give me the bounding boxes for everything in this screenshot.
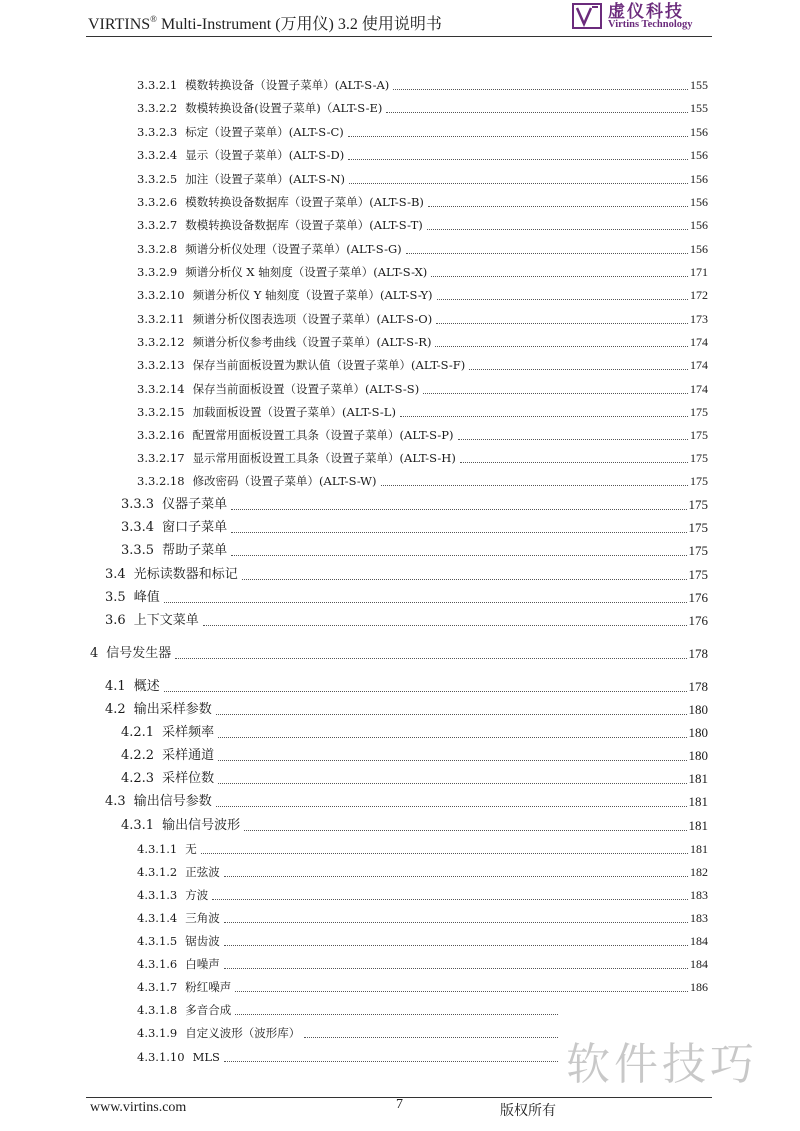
toc-entry-page: 155 <box>690 101 708 115</box>
toc-entry-page: 180 <box>688 702 708 717</box>
toc-entry-number: 3.3.2.7 <box>137 218 178 232</box>
toc-entry[interactable] <box>137 838 708 860</box>
toc-entry-label: 采样位数 <box>162 771 215 786</box>
toc-entry-label: 锯齿波 <box>185 934 220 948</box>
toc-dot-leader <box>242 579 687 580</box>
toc-dot-leader <box>386 112 688 113</box>
toc-entry-number: 3.3.2.3 <box>137 125 178 139</box>
toc-dot-leader <box>423 393 688 394</box>
page-number: 7 <box>396 1097 403 1112</box>
toc-entry-label: 帮助子菜单 <box>162 543 228 558</box>
toc-entry-label: 频谱分析仪参考曲线（设置子菜单）(ALT-S-R) <box>192 335 432 349</box>
toc-entry-label: 数模转换设备数据库（设置子菜单）(ALT-S-T) <box>185 218 423 232</box>
toc-dot-leader <box>431 276 688 277</box>
toc-entry-label: 模数转换设备（设置子菜单）(ALT-S-A) <box>185 78 390 92</box>
toc-entry-label: 窗口子菜单 <box>162 520 228 535</box>
toc-entry-page: 172 <box>690 288 708 302</box>
toc-entry-label: 峰值 <box>133 590 160 605</box>
toc-entry-page: 180 <box>688 748 708 763</box>
toc-entry-number: 4.3 <box>105 794 126 809</box>
toc-entry-label: 正弦波 <box>185 865 220 879</box>
title-rest: Multi-Instrument (万用仪) 3.2 使用说明书 <box>157 16 442 33</box>
toc-entry-label: 显示（设置子菜单）(ALT-S-D) <box>185 148 345 162</box>
toc-entry-page: 181 <box>690 842 708 856</box>
toc-entry-label: 采样频率 <box>162 725 215 740</box>
registered-mark: ® <box>150 14 157 24</box>
toc-dot-leader <box>349 183 688 184</box>
toc-dot-leader <box>348 159 688 160</box>
toc-entry[interactable] <box>121 494 708 516</box>
toc-entry-label: 光标读数器和标记 <box>133 567 238 582</box>
toc-entry-label: 加载面板设置（设置子菜单）(ALT-S-L) <box>192 405 396 419</box>
toc-entry-number: 3.3.2.2 <box>137 101 178 115</box>
toc-entry-number: 3.3.2.6 <box>137 195 178 209</box>
toc-entry[interactable] <box>137 238 708 260</box>
toc-entry-number: 3.3.2.10 <box>137 288 185 302</box>
toc-entry-label: 粉红噪声 <box>185 980 232 994</box>
toc-dot-leader <box>235 1014 558 1015</box>
toc-entry-number: 3.3.2.1 <box>137 78 178 92</box>
toc-entry-page: 175 <box>690 474 708 488</box>
toc-dot-leader <box>437 299 688 300</box>
toc-entry-label: 加注（设置子菜单）(ALT-S-N) <box>185 172 346 186</box>
toc-entry[interactable] <box>137 378 708 400</box>
toc-entry-number: 4.3.1.4 <box>137 911 178 925</box>
toc-entry-label: 显示常用面板设置工具条（设置子菜单）(ALT-S-H) <box>192 451 456 465</box>
toc-entry[interactable] <box>137 214 708 236</box>
toc-entry[interactable] <box>121 745 708 767</box>
toc-entry-number: 4.2.2 <box>121 748 155 763</box>
toc-entry-number: 4.2.3 <box>121 771 155 786</box>
toc-entry-page: 184 <box>690 957 708 971</box>
toc-dot-leader <box>458 439 688 440</box>
toc-entry-page: 184 <box>690 934 708 948</box>
toc-entry[interactable] <box>121 540 708 562</box>
toc-entry-page: 175 <box>690 405 708 419</box>
toc-entry-page: 175 <box>688 497 708 512</box>
toc-entry-number: 4.3.1.9 <box>137 1026 178 1040</box>
toc-entry[interactable] <box>105 587 708 609</box>
toc-entry-label: 保存当前面板设置为默认值（设置子菜单）(ALT-S-F) <box>192 358 466 372</box>
toc-entry[interactable] <box>137 999 560 1021</box>
toc-dot-leader <box>164 691 687 692</box>
toc-entry[interactable] <box>105 676 708 698</box>
toc-entry-label: 采样通道 <box>162 748 215 763</box>
toc-dot-leader <box>244 830 686 831</box>
toc-entry-number: 3.3.2.14 <box>137 382 185 396</box>
toc-entry-number: 4.3.1.2 <box>137 865 178 879</box>
toc-dot-leader <box>212 899 688 900</box>
toc-entry[interactable] <box>137 976 708 998</box>
toc-entry[interactable] <box>121 517 708 539</box>
toc-entry-page: 173 <box>690 312 708 326</box>
toc-entry[interactable] <box>137 953 708 975</box>
toc-entry-number: 3.5 <box>105 590 126 605</box>
toc-entry[interactable] <box>121 768 708 790</box>
toc-entry-label: 输出信号参数 <box>133 794 212 809</box>
toc-entry-page: 175 <box>688 520 708 535</box>
toc-entry[interactable] <box>137 354 708 376</box>
toc-entry[interactable] <box>137 1046 560 1068</box>
toc-entry-label: 频谱分析仪处理（设置子菜单）(ALT-S-G) <box>185 242 402 256</box>
toc-entry-page: 156 <box>690 195 708 209</box>
toc-entry[interactable] <box>137 121 708 143</box>
toc-entry-number: 3.3.2.11 <box>137 312 185 326</box>
toc-dot-leader <box>224 968 688 969</box>
toc-entry-number: 4.3.1.1 <box>137 842 178 856</box>
toc-entry-label: 频谱分析仪 X 轴刻度（设置子菜单）(ALT-S-X) <box>185 265 428 279</box>
toc-entry[interactable] <box>105 699 708 721</box>
toc-entry-number: 3.3.3 <box>121 497 155 512</box>
toc-entry[interactable] <box>137 930 708 952</box>
toc-dot-leader <box>216 806 687 807</box>
toc-entry-label: 模数转换设备数据库（设置子菜单）(ALT-S-B) <box>185 195 424 209</box>
toc-entry-label: 上下文菜单 <box>133 613 199 628</box>
toc-entry[interactable] <box>137 907 708 929</box>
toc-dot-leader <box>203 625 687 626</box>
toc-entry-number: 4.3.1.8 <box>137 1003 178 1017</box>
toc-entry[interactable] <box>137 401 708 423</box>
toc-dot-leader <box>400 416 688 417</box>
title-brand: VIRTINS <box>88 16 151 33</box>
watermark-text: 软件技巧 <box>566 1039 758 1090</box>
toc-entry-number: 4.3.1.7 <box>137 980 178 994</box>
logo-chinese-text: 虚仪科技 <box>608 2 684 22</box>
toc-entry-number: 3.3.2.4 <box>137 148 178 162</box>
toc-entry-number: 4.3.1.10 <box>137 1050 185 1064</box>
toc-entry-page: 180 <box>688 725 708 740</box>
toc-entry-label: 无 <box>185 842 197 856</box>
toc-entry[interactable] <box>137 284 708 306</box>
toc-entry-page: 175 <box>690 451 708 465</box>
toc-entry[interactable] <box>137 74 708 96</box>
toc-entry-number: 4 <box>90 646 99 661</box>
toc-entry-label: 白噪声 <box>185 957 220 971</box>
toc-entry-page: 156 <box>690 125 708 139</box>
toc-dot-leader <box>393 89 688 90</box>
toc-entry-label: 保存当前面板设置（设置子菜单）(ALT-S-S) <box>192 382 420 396</box>
toc-entry-number: 3.3.2.15 <box>137 405 185 419</box>
toc-entry-number: 3.3.5 <box>121 543 155 558</box>
toc-entry[interactable] <box>137 331 708 353</box>
toc-dot-leader <box>224 1061 558 1062</box>
toc-entry-page: 156 <box>690 172 708 186</box>
toc-entry-page: 186 <box>690 980 708 994</box>
toc-entry-page: 176 <box>688 613 708 628</box>
toc-dot-leader <box>218 737 686 738</box>
toc-entry-number: 4.2.1 <box>121 725 155 740</box>
toc-entry[interactable] <box>137 144 708 166</box>
toc-entry[interactable] <box>137 1022 560 1044</box>
toc-entry-number: 4.3.1.5 <box>137 934 178 948</box>
toc-entry-label: 修改密码（设置子菜单）(ALT-S-W) <box>192 474 377 488</box>
toc-entry-number: 3.3.4 <box>121 520 155 535</box>
toc-entry[interactable] <box>105 791 708 813</box>
toc-dot-leader <box>218 783 686 784</box>
toc-entry-number: 3.3.2.12 <box>137 335 185 349</box>
toc-dot-leader <box>436 323 688 324</box>
toc-dot-leader <box>428 206 688 207</box>
toc-dot-leader <box>201 853 688 854</box>
toc-dot-leader <box>231 532 686 533</box>
toc-dot-leader <box>216 714 687 715</box>
toc-dot-leader <box>164 602 687 603</box>
toc-entry-page: 156 <box>690 148 708 162</box>
toc-entry-label: 多音合成 <box>185 1003 232 1017</box>
toc-entry-page: 178 <box>688 679 708 694</box>
toc-dot-leader <box>435 346 688 347</box>
toc-entry-page: 175 <box>690 428 708 442</box>
toc-entry[interactable] <box>121 815 708 837</box>
toc-dot-leader <box>348 136 688 137</box>
toc-entry-label: 输出采样参数 <box>133 702 212 717</box>
toc-entry-page: 175 <box>688 567 708 582</box>
toc-entry-label: 概述 <box>133 679 160 694</box>
toc-entry-label: 标定（设置子菜单）(ALT-S-C) <box>185 125 344 139</box>
toc-entry-page: 175 <box>688 543 708 558</box>
toc-entry[interactable] <box>137 884 708 906</box>
toc-entry-number: 4.1 <box>105 679 126 694</box>
toc-dot-leader <box>224 876 688 877</box>
toc-entry[interactable] <box>137 168 708 190</box>
toc-entry-label: 信号发生器 <box>106 646 172 661</box>
toc-entry[interactable] <box>90 643 708 665</box>
toc-entry-number: 3.3.2.16 <box>137 428 185 442</box>
toc-entry-page: 176 <box>688 590 708 605</box>
toc-entry-number: 3.3.2.8 <box>137 242 178 256</box>
toc-entry-number: 3.3.2.9 <box>137 265 178 279</box>
toc-entry[interactable] <box>137 97 708 119</box>
toc-entry-label: 数模转换设备(设置子菜单)（ALT-S-E) <box>185 101 383 115</box>
toc-entry-number: 3.6 <box>105 613 126 628</box>
toc-entry[interactable] <box>105 564 708 586</box>
footer-copyright: 版权所有 <box>500 1103 556 1119</box>
toc-dot-leader <box>224 945 688 946</box>
toc-entry[interactable] <box>137 191 708 213</box>
toc-dot-leader <box>218 760 686 761</box>
toc-entry-label: 配置常用面板设置工具条（设置子菜单）(ALT-S-P) <box>192 428 454 442</box>
toc-dot-leader <box>304 1037 558 1038</box>
toc-entry-page: 182 <box>690 865 708 879</box>
toc-dot-leader <box>406 253 688 254</box>
toc-entry[interactable] <box>137 308 708 330</box>
toc-entry-number: 4.2 <box>105 702 126 717</box>
toc-entry-label: MLS <box>192 1050 220 1064</box>
toc-dot-leader <box>175 658 686 659</box>
toc-entry-number: 4.3.1.3 <box>137 888 178 902</box>
toc-entry-number: 3.3.2.18 <box>137 474 185 488</box>
toc-entry-page: 183 <box>690 888 708 902</box>
toc-dot-leader <box>427 229 688 230</box>
toc-dot-leader <box>224 922 688 923</box>
toc-entry-page: 171 <box>690 265 708 279</box>
toc-entry-page: 174 <box>690 382 708 396</box>
toc-dot-leader <box>469 369 688 370</box>
toc-entry-label: 频谱分析仪 Y 轴刻度（设置子菜单）(ALT-S-Y) <box>192 288 433 302</box>
toc-dot-leader <box>235 991 688 992</box>
toc-dot-leader <box>460 462 688 463</box>
toc-entry-number: 3.4 <box>105 567 126 582</box>
toc-entry-number: 3.3.2.17 <box>137 451 185 465</box>
toc-entry-page: 174 <box>690 358 708 372</box>
toc-entry-label: 自定义波形（波形库） <box>185 1026 301 1040</box>
toc-entry-page: 156 <box>690 242 708 256</box>
toc-entry-number: 4.3.1.6 <box>137 957 178 971</box>
toc-entry[interactable] <box>105 610 708 632</box>
toc-entry-page: 178 <box>688 646 708 661</box>
logo-english-text: Virtins Technology <box>608 19 693 30</box>
toc-entry-label: 仪器子菜单 <box>162 497 228 512</box>
toc-entry-number: 4.3.1 <box>121 818 155 833</box>
toc-dot-leader <box>231 509 686 510</box>
toc-entry[interactable] <box>137 424 708 446</box>
toc-dot-leader <box>231 555 686 556</box>
toc-entry-label: 输出信号波形 <box>162 818 241 833</box>
toc-entry[interactable] <box>137 261 708 283</box>
toc-entry-page: 183 <box>690 911 708 925</box>
toc-entry-number: 3.3.2.13 <box>137 358 185 372</box>
toc-entry-label: 频谱分析仪图表选项（设置子菜单）(ALT-S-O) <box>192 312 433 326</box>
toc-entry-page: 155 <box>690 78 708 92</box>
toc-entry[interactable] <box>121 722 708 744</box>
toc-entry-page: 156 <box>690 218 708 232</box>
toc-entry-page: 181 <box>688 818 708 833</box>
toc-entry-label: 方波 <box>185 888 209 902</box>
toc-entry[interactable] <box>137 861 708 883</box>
toc-entry-page: 174 <box>690 335 708 349</box>
toc-entry-number: 3.3.2.5 <box>137 172 178 186</box>
toc-entry-page: 181 <box>688 771 708 786</box>
toc-dot-leader <box>381 485 689 486</box>
footer-website[interactable]: www.virtins.com <box>90 1100 187 1115</box>
toc-entry-label: 三角波 <box>185 911 220 925</box>
toc-entry-page: 181 <box>688 794 708 809</box>
toc-entry[interactable] <box>137 447 708 469</box>
toc-entry[interactable] <box>137 470 708 492</box>
